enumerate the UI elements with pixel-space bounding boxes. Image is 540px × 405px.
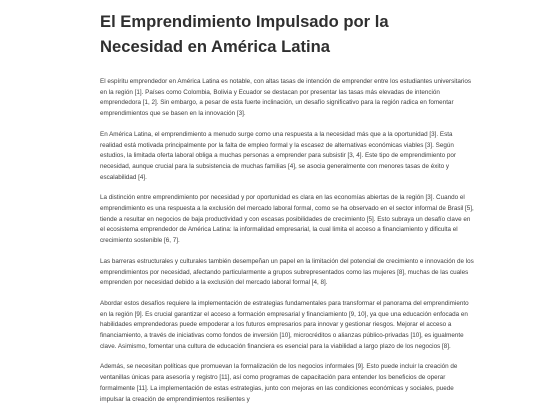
paragraph-1: El espíritu emprendedor en América Latina es notable, con altas tasas de intención de emprender entre los estudiantes universitarios en la región [1]. Países como Colombia, Bolivia y Ecuador se destacan por presentar las tasas más elevadas de intención emprendedora [1, 2]. Sin embargo, a pesar de esta fuerte inclinación, un desafío significativo para la región radica en fomentar emprendimientos que se basen en la innovación [3]. (100, 78, 472, 118)
paragraph-4: Las barreras estructurales y culturales también desempeñan un papel en la limitación del potencial de crecimiento e innovación de los emprendimientos por necesidad, afectando particularmente a grupos subrepresentados como las mujeres [8], muchas de las cuales emprenden por necesidad debido a la exclusión del mercado laboral formal [4, 8]. (100, 257, 474, 287)
paragraph-5: Abordar estos desafíos requiere la implementación de estrategias fundamentales para transformar el panorama del emprendimiento en la región [9]. Es crucial garantizar el acceso a formación empresarial y financiamiento [9, 10], ya que una educación enfocada en habilidades emprendedoras puede empoderar a los futuros empresarios para innovar y gestionar riesgos. Mejorar el acceso a financiamiento, a través de iniciativas como fondos de inversión [10], microcréditos o alianzas público-privadas [10], es igualmente clave. Asimismo, fomentar una cultura de educación financiera es esencial para la viabilidad a largo plazo de los negocios [8]. (100, 299, 469, 350)
paragraph-3: La distinción entre emprendimiento por necesidad y por oportunidad es clara en las economías abiertas de la región [3]. Cuando el emprendimiento es una respuesta a la exclusión del mercado laboral formal, como se ha observado en el sector informal de Brasil [5], tiende a resultar en negocios de baja productividad y con escasas posibilidades de crecimiento [5]. Esto subraya un desafío clave en el ecosistema emprendedor de América Latina: la informalidad empresarial, la cual limita el acceso a financiamiento y dificulta el crecimiento sostenible [6, 7]. (100, 194, 474, 245)
article-title: El Emprendimiento Impulsado por la Necesidad en América Latina (100, 12, 389, 56)
paragraph-6: Además, se necesitan políticas que promuevan la formalización de los negocios informales [9]. Esto puede incluir la creación de ventanillas únicas para asesoría y registro [11], así como programas de capacitación para entender los beneficios de operar formalmente [11]. La implementación de estas estrategias, junto con mejoras en las condiciones económicas y sociales, puede impulsar la creación de emprendimientos resilientes y (100, 363, 458, 403)
paragraph-2: En América Latina, el emprendimiento a menudo surge como una respuesta a la necesidad más que a la oportunidad [3]. Esta realidad está motivada principalmente por la falta de empleo formal y la escasez de alternativas económicas viables [3]. Según estudios, la limitada oferta laboral obliga a muchas personas a emprender para subsistir [3, 4]. Este tipo de emprendimiento por necesidad, aunque crucial para la subsistencia de muchas familias [4], se asocia generalmente con menores tasas de éxito y escalabilidad [4]. (100, 130, 456, 181)
